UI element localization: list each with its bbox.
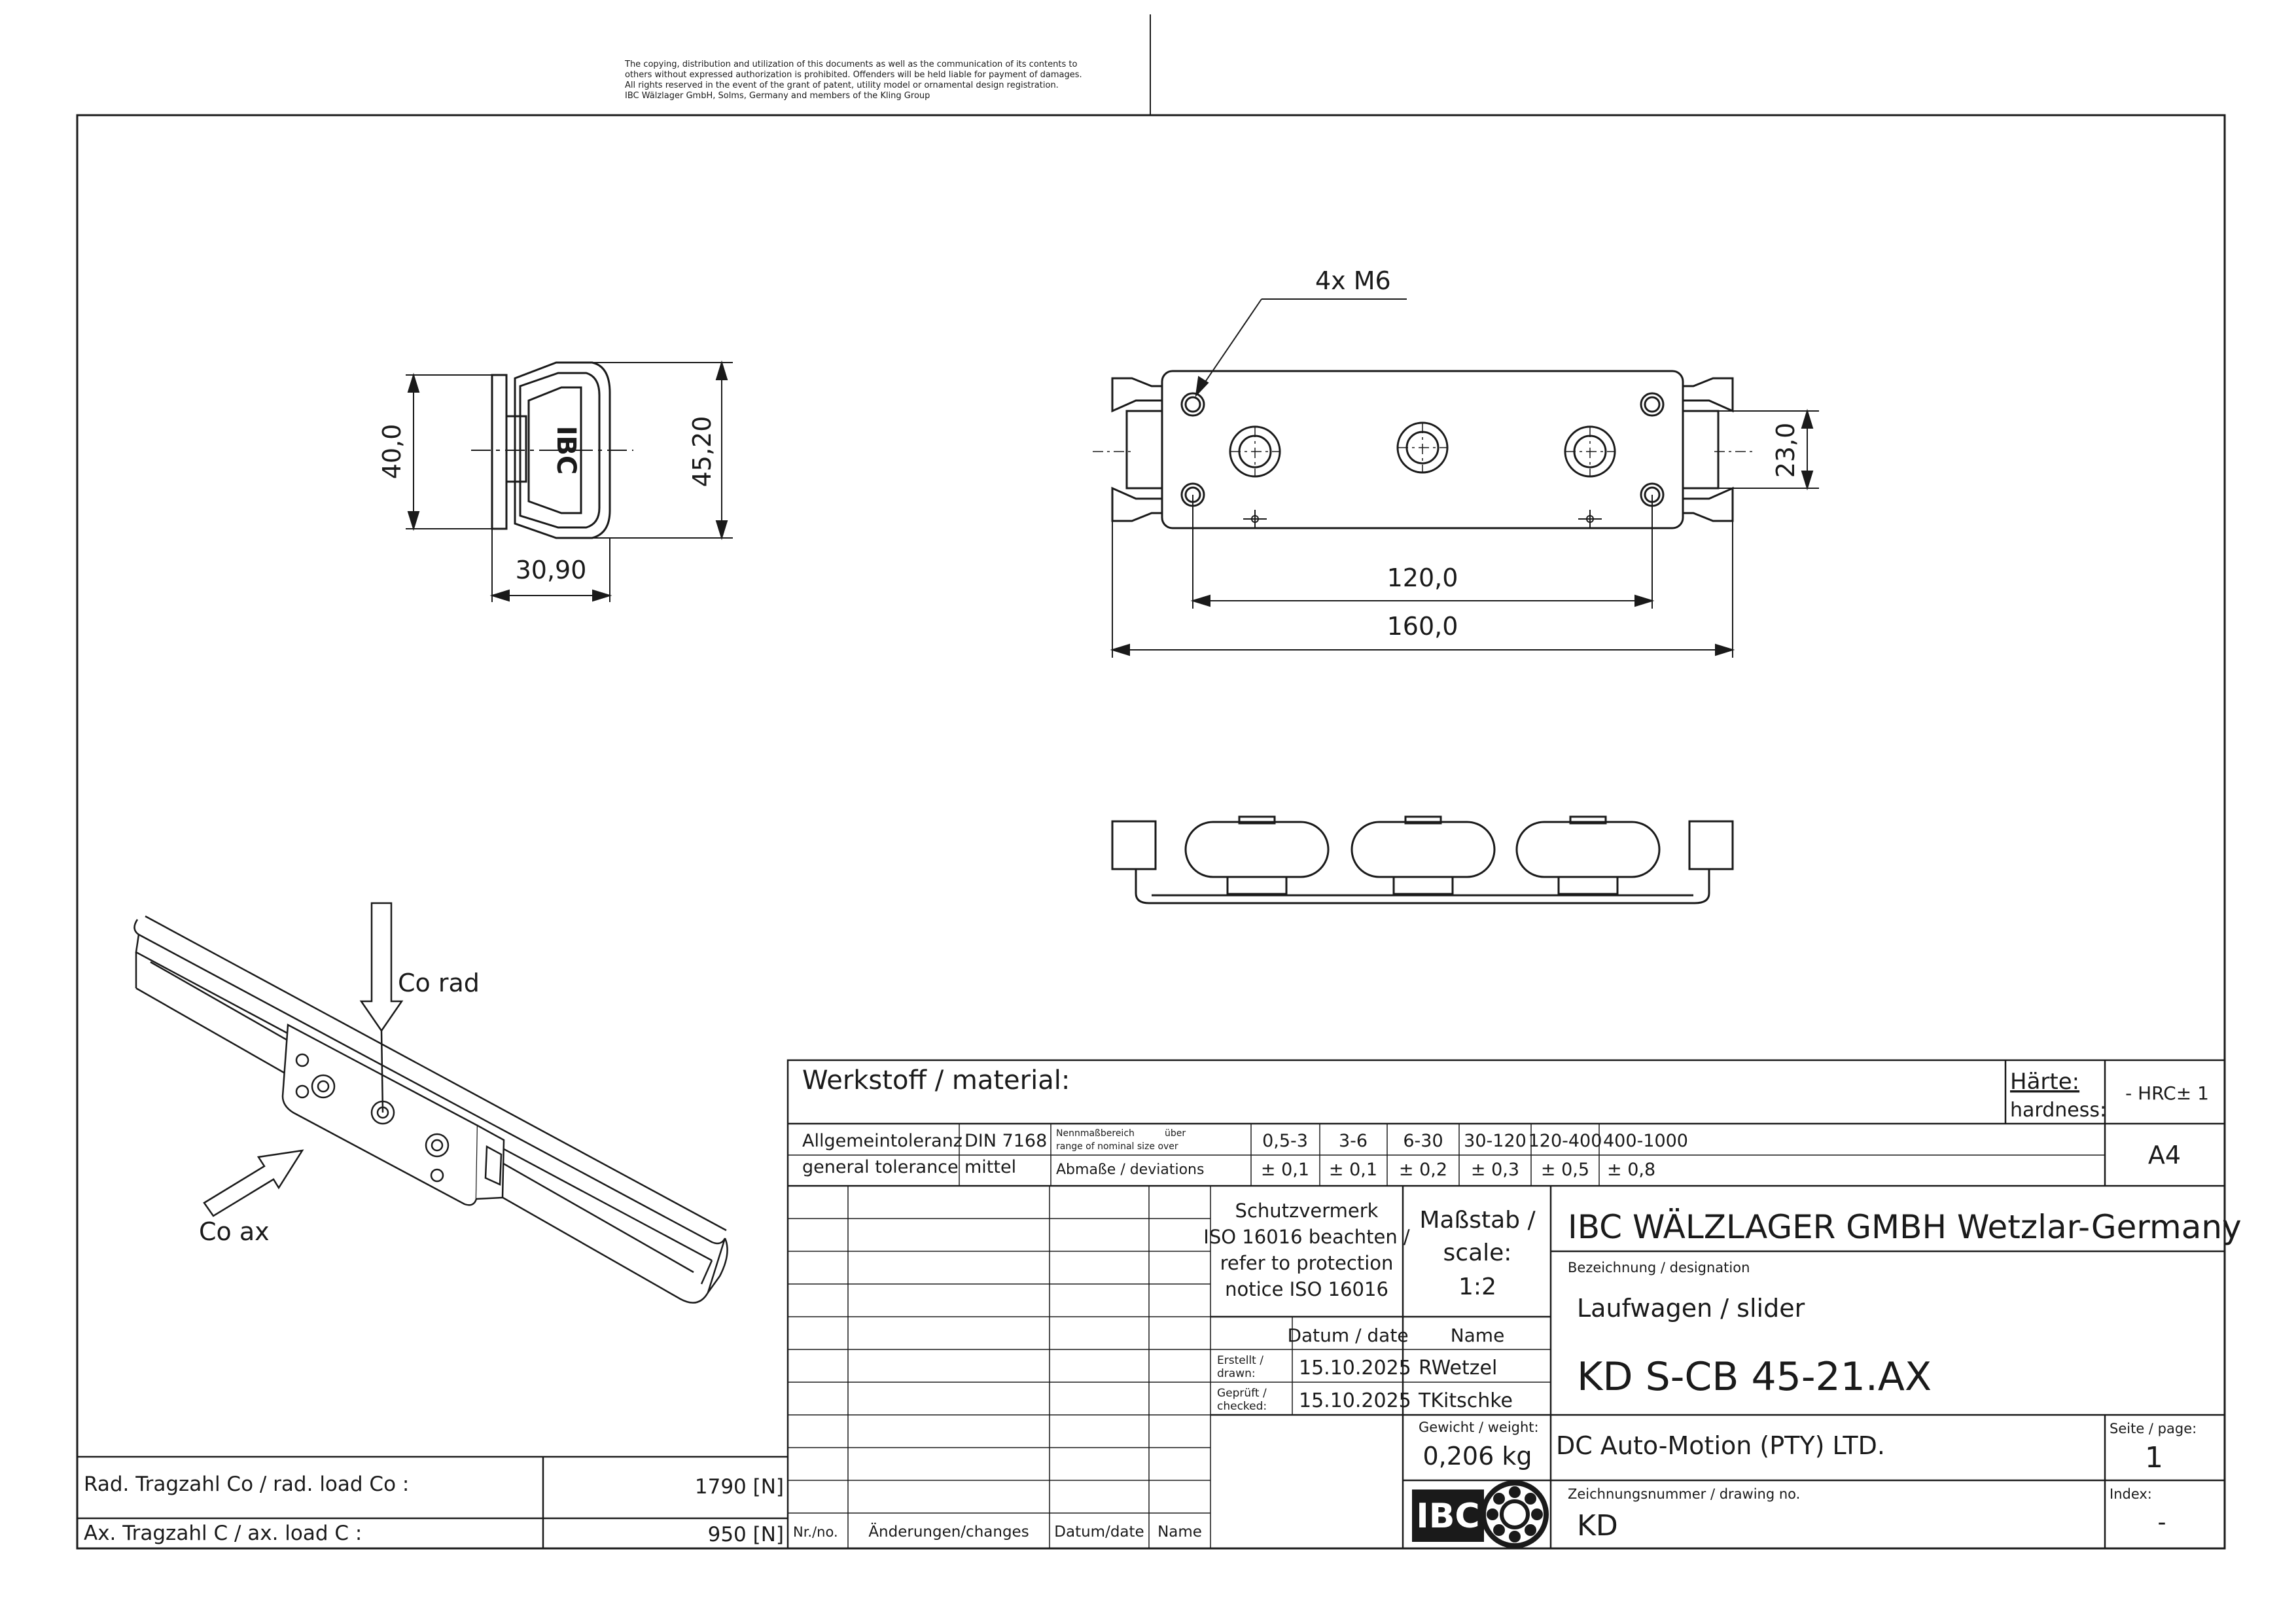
top-view-roller — [1186, 822, 1328, 877]
iso-slider-block — [476, 1126, 504, 1199]
date-column-label: Datum / date — [1287, 1325, 1409, 1346]
sheet-format: A4 — [2147, 1141, 2181, 1169]
tolerance-label-en: general tolerance — [802, 1157, 959, 1177]
tolerance-label-de: Allgemeintoleranz — [802, 1131, 963, 1151]
front-view-right-end — [1683, 488, 1733, 521]
drawn-date: 15.10.2025 — [1299, 1357, 1411, 1380]
load-table-text — [84, 1472, 784, 1546]
co-rad-label: Co rad — [398, 969, 480, 997]
dim-height-total-label: 45,20 — [688, 416, 716, 488]
dim-gap-label: 23,0 — [1771, 422, 1800, 478]
copyright-line: The copying, distribution and utilization of this documents as well as the communication of its contents to — [625, 60, 1078, 69]
side-view-logo: IBC — [551, 425, 581, 475]
drawing-no-value: KD — [1577, 1509, 1618, 1543]
top-view-nut — [1227, 877, 1286, 894]
part-number: KD S-CB 45-21.AX — [1577, 1354, 1932, 1400]
deviation-value: ± 0,5 — [1540, 1160, 1590, 1180]
deviation-value: ± 0,2 — [1398, 1160, 1448, 1180]
front-view-left-end — [1112, 378, 1162, 411]
drawing-no-label: Zeichnungsnummer / drawing no. — [1568, 1486, 1801, 1502]
scale-label: Maßstab / — [1419, 1207, 1536, 1234]
top-view-axle-cap — [1570, 817, 1606, 823]
drawn-label: drawn: — [1217, 1367, 1256, 1380]
revision-header: Name — [1157, 1524, 1202, 1541]
rad-load-label: Rad. Tragzahl Co / rad. load Co : — [84, 1472, 410, 1496]
scale-value: 1:2 — [1458, 1274, 1496, 1300]
revision-header: Datum/date — [1054, 1524, 1144, 1541]
top-view-axle-cap — [1405, 817, 1441, 823]
bearing-ball — [1525, 1524, 1536, 1536]
bearing-ball — [1509, 1531, 1521, 1543]
drawn-name: RWetzel — [1419, 1357, 1498, 1380]
range-value: 30-120 — [1464, 1131, 1527, 1151]
iso-slider-plate — [283, 1025, 478, 1205]
top-view-axle-cap — [1239, 817, 1275, 823]
range-label-over: über — [1165, 1128, 1186, 1139]
index-value: - — [2157, 1509, 2166, 1536]
range-value: 3-6 — [1338, 1131, 1368, 1151]
protection-notice: notice ISO 16016 — [1225, 1278, 1388, 1300]
bearing-ball — [1487, 1508, 1498, 1520]
material-label: Werkstoff / material: — [802, 1065, 1070, 1096]
customer-name: DC Auto-Motion (PTY) LTD. — [1556, 1431, 1885, 1460]
copyright-line: IBC Wälzlager GmbH, Solms, Germany and members of the Kling Group — [625, 91, 930, 101]
copyright-notice — [624, 60, 1082, 101]
top-view-nut — [1394, 877, 1453, 894]
co-rad-arrow — [361, 903, 402, 1031]
ibc-logo — [1412, 1483, 1546, 1546]
din-standard: DIN 7168 — [964, 1131, 1048, 1151]
drawing-frame — [77, 115, 2225, 1548]
bearing-ball — [1525, 1493, 1536, 1505]
din-class: mittel — [964, 1157, 1017, 1177]
scale-label: scale: — [1443, 1240, 1512, 1266]
front-view-left-end — [1112, 488, 1162, 521]
company-name: IBC WÄLZLAGER GMBH Wetzlar-Germany — [1568, 1208, 2242, 1246]
bearing-ball — [1509, 1486, 1521, 1498]
front-view-right-guide — [1683, 411, 1718, 488]
title-block-text — [793, 1065, 2242, 1543]
co-ax-label: Co ax — [199, 1217, 270, 1246]
iso-rail-end-inner — [701, 1260, 712, 1284]
drawn-label: Erstellt / — [1217, 1354, 1263, 1367]
top-view-nut — [1559, 877, 1617, 894]
side-view — [471, 363, 633, 538]
dim-width-label: 30,90 — [515, 556, 587, 584]
top-view-end-block — [1112, 821, 1156, 869]
checked-name: TKitschke — [1419, 1389, 1513, 1412]
bearing-ball — [1493, 1493, 1505, 1505]
range-value: 6-30 — [1403, 1131, 1443, 1151]
deviation-value: ± 0,3 — [1470, 1160, 1520, 1180]
hardness-label-de: Härte: — [2010, 1069, 2080, 1095]
dim-spacing-label: 120,0 — [1386, 563, 1458, 592]
range-value: 0,5-3 — [1262, 1131, 1308, 1151]
front-view — [1093, 371, 1754, 528]
checked-label: checked: — [1217, 1400, 1267, 1413]
designation-value: Laufwagen / slider — [1577, 1294, 1805, 1323]
top-view-roller — [1352, 822, 1494, 877]
weight-label: Gewicht / weight: — [1419, 1419, 1539, 1435]
front-view-right-end — [1683, 378, 1733, 411]
side-view-plate — [492, 375, 506, 529]
revision-header: Nr./no. — [793, 1524, 838, 1540]
protection-notice: ISO 16016 beachten / — [1203, 1226, 1410, 1248]
bearing-ball — [1493, 1524, 1505, 1536]
hardness-label-en: hardness: — [2010, 1099, 2107, 1122]
dim-height-label: 40,0 — [378, 423, 406, 480]
bearing-ball — [1531, 1508, 1543, 1520]
revision-header: Änderungen/changes — [868, 1524, 1029, 1541]
page-label: Seite / page: — [2110, 1421, 2197, 1436]
top-view-roller — [1517, 822, 1659, 877]
dim-length-label: 160,0 — [1386, 612, 1458, 641]
protection-notice: refer to protection — [1220, 1252, 1394, 1274]
ax-load-label: Ax. Tragzahl C / ax. load C : — [84, 1522, 362, 1545]
page-value: 1 — [2145, 1441, 2163, 1474]
designation-label: Bezeichnung / designation — [1568, 1260, 1750, 1275]
range-value: 400-1000 — [1603, 1131, 1688, 1151]
copyright-line: All rights reserved in the event of the grant of patent, utility model or ornamental design registration. — [625, 80, 1059, 90]
front-view-left-guide — [1127, 411, 1162, 488]
rad-load-value: 1790 [N] — [694, 1475, 784, 1499]
deviation-value: ± 0,1 — [1328, 1160, 1378, 1180]
thread-label: 4x M6 — [1315, 266, 1391, 295]
co-ax-arrow — [204, 1150, 302, 1216]
revision-grid — [788, 1186, 1210, 1548]
hardness-value: - HRC± 1 — [2125, 1082, 2209, 1104]
range-label-en: range of nominal size over — [1056, 1141, 1178, 1152]
checked-date: 15.10.2025 — [1299, 1389, 1411, 1412]
deviations-label: Abmaße / deviations — [1056, 1162, 1205, 1178]
protection-notice: Schutzvermerk — [1235, 1200, 1379, 1222]
checked-label: Geprüft / — [1217, 1387, 1267, 1400]
ibc-logo-text: IBC — [1416, 1497, 1480, 1536]
index-label: Index: — [2110, 1486, 2152, 1502]
ax-load-value: 950 [N] — [707, 1523, 784, 1546]
weight-value: 0,206 kg — [1422, 1442, 1532, 1471]
deviation-value: ± 0,1 — [1260, 1160, 1310, 1180]
top-view-end-block — [1689, 821, 1733, 869]
range-label-de: Nennmaßbereich — [1056, 1128, 1135, 1139]
top-view — [1112, 817, 1733, 903]
copyright-line: others without expressed authorization is prohibited. Offenders will be held liable for payment of damages. — [625, 70, 1082, 80]
range-value: 120-400 — [1528, 1131, 1602, 1151]
deviation-value: ± 0,8 — [1607, 1160, 1656, 1180]
name-column-label: Name — [1450, 1325, 1505, 1346]
